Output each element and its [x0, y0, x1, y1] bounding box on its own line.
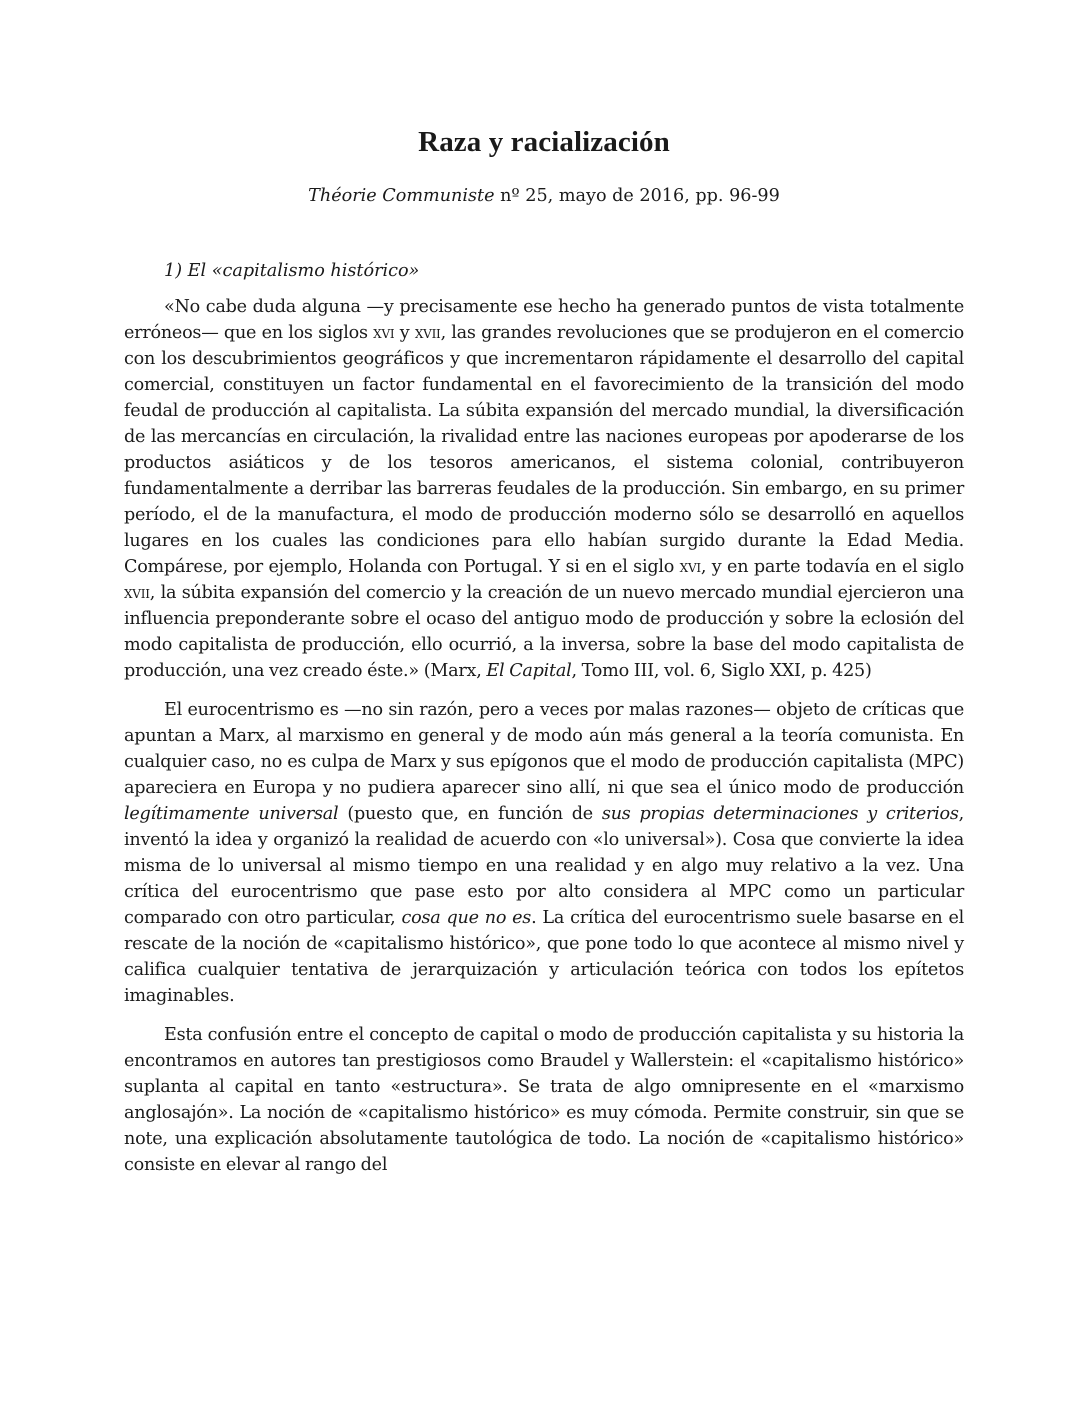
italic-text: El Capital: [486, 661, 572, 681]
document-title: Raza y racialización: [418, 126, 670, 158]
text-segment: , la súbita expansión del comercio y la creación de un nuevo mercado mundial ejercieron una influencia preponderante sobre el ocaso del antiguo modo de producción y sobre la eclosión del modo capitalista de producción, ello ocurrió, a la inversa, sobre la base del modo capitalista de producción, una vez creado éste.» (Marx,: [124, 583, 964, 681]
text-segment: «No cabe duda alguna —y precisamente ese hecho ha generado puntos de vista totalmente erróneos— que en los siglos: [124, 297, 964, 343]
section-heading: 1) El «capitalismo histórico»: [164, 261, 420, 281]
text-segment: El eurocentrismo es —no sin razón, pero a veces por malas razones— objeto de críticas que apuntan a Marx, al marxismo en general y de modo aún más general a la teoría comunista. En cualquier caso, no es culpa de Marx y sus epígonos que el modo de producción capitalista (MPC) apareciera en Europa y no pudiera aparecer sino allí, ni que sea el único modo de producción: [124, 700, 964, 798]
paragraph: [124, 294, 964, 684]
text-segment: Esta confusión entre el concepto de capital o modo de producción capitalista y su historia la encontramos en autores tan prestigiosos como Braudel y Wallerstein: el «capitalismo histórico» suplanta al capital en tanto «estructura». Se trata de algo omnipresente en el «marxismo anglosajón». La noción de «capitalismo histórico» es muy cómoda. Permite construir, sin que se note, una explicación absolutamente tautológica de todo. La noción de «capitalismo histórico» consiste en elevar al rango del: [124, 1025, 964, 1175]
text-segment: . La crítica del eurocentrismo suele basarse en el rescate de la noción de «capitalismo histórico», que pone todo lo que acontece al mismo nivel y califica cualquier tentativa de jerarquización y articulación teórica con todos los epítetos imaginables.: [124, 908, 964, 1006]
document-body: [124, 258, 964, 1191]
paragraph: [124, 1022, 964, 1178]
issue-info: nº 25, mayo de 2016, pp. 96-99: [494, 186, 780, 206]
roman-numeral: xvii: [124, 583, 150, 603]
text-segment: (puesto que, en función de: [338, 804, 602, 824]
italic-text: cosa que no es: [401, 908, 532, 928]
text-segment: y: [394, 323, 415, 343]
roman-numeral: xvi: [373, 323, 395, 343]
roman-numeral: xvii: [414, 323, 441, 343]
text-segment: , y en parte todavía en el siglo: [700, 557, 964, 577]
journal-name: Théorie Communiste: [308, 186, 495, 206]
document-subtitle: [124, 186, 964, 206]
text-segment: , las grandes revoluciones que se produjeron en el comercio con los descubrimientos geográficos y que incrementaron rápidamente el desarrollo del capital comercial, constituyen un factor fundamental en el favorecimiento de la transición del modo feudal de producción al capitalista. La súbita expansión del mercado mundial, la diversificación de las mercancías en circulación, la rivalidad entre las naciones europeas por apoderarse de los productos asiáticos y de los tesoros americanos, el sistema colonial, contribuyeron fundamentalmente a derribar las barreras feudales de la producción. Sin embargo, en su primer período, el de la manufactura, el modo de producción moderno sólo se desarrolló en aquellos lugares en los cuales las condiciones para ello habían surgido durante la Edad Media. Compárese, por ejemplo, Holanda con Portugal. Y si en el siglo: [124, 323, 964, 577]
italic-text: sus propias determinaciones y criterios: [601, 804, 959, 824]
paragraph-list: [124, 294, 964, 1178]
text-segment: , inventó la idea y organizó la realidad de acuerdo con «lo universal»). Cosa que convierte la idea misma de lo universal al mismo tiempo en una realidad y en algo muy relativo a la vez. Una crítica del eurocentrismo que pase esto por alto considera al MPC como un particular comparado con otro particular,: [124, 804, 964, 928]
italic-text: legítimamente universal: [124, 804, 339, 824]
roman-numeral: xvi: [679, 557, 701, 577]
paragraph: [124, 697, 964, 1009]
text-segment: , Tomo III, vol. 6, Siglo XXI, p. 425): [571, 661, 872, 681]
